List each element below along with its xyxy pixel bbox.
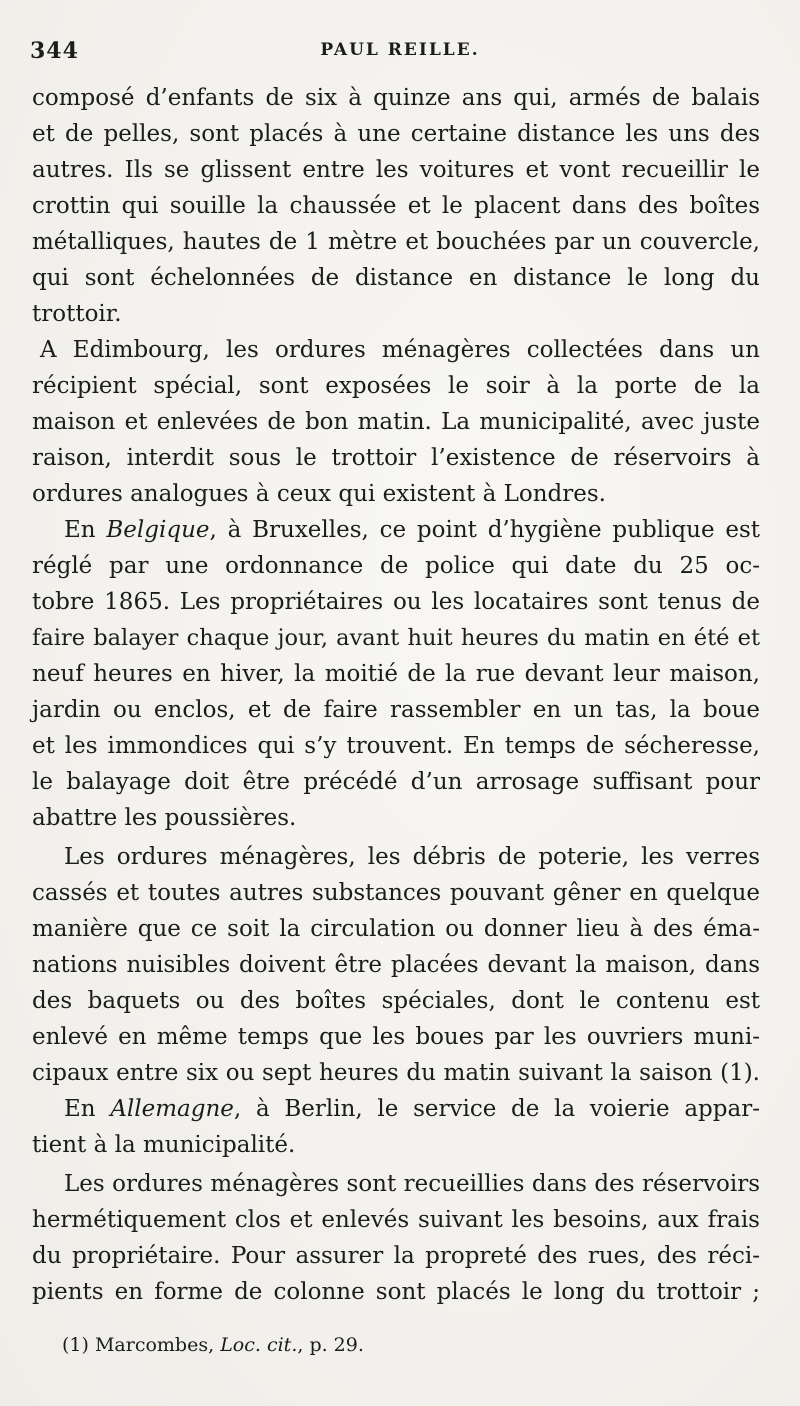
footnote-reference: Loc. cit. (220, 1334, 298, 1356)
italic-country-name: Allemagne (110, 1096, 234, 1122)
text-line: cipaux entre six ou sept heures du matin suivant la saison (1). (32, 1060, 760, 1086)
text-line: maison et enlevées de bon matin. La municipalité, avec juste (32, 409, 760, 435)
footnote-marker: (1) (62, 1334, 89, 1356)
text-line: A Edimbourg, les ordures ménagères collectées dans un (40, 337, 760, 363)
text-line: tient à la municipalité. (32, 1132, 296, 1158)
text-line (32, 512, 760, 548)
text-line: trottoir. (32, 301, 122, 327)
running-head: PAUL REILLE. (320, 40, 480, 60)
footnote-page: , p. 29. (297, 1334, 364, 1356)
line-segment: En (64, 1096, 111, 1122)
text-line: hermétiquement clos et enlevés suivant les besoins, aux frais (32, 1207, 760, 1233)
text-line: manière que ce soit la circulation ou donner lieu à des éma- (32, 916, 760, 942)
text-line: jardin ou enclos, et de faire rassembler en un tas, la boue (32, 697, 760, 723)
footnote (62, 1332, 364, 1358)
italic-country-name: Belgique (106, 517, 210, 543)
text-line: crottin qui souille la chaussée et le placent dans des boîtes (32, 193, 760, 219)
text-line: cassés et toutes autres substances pouvant gêner en quelque (32, 880, 760, 906)
text-line: nations nuisibles doivent être placées devant la maison, dans (32, 952, 760, 978)
text-line: faire balayer chaque jour, avant huit heures du matin en été et (32, 625, 760, 651)
text-line: Les ordures ménagères, les débris de poterie, les verres (64, 844, 760, 870)
text-line: pients en forme de colonne sont placés le long du trottoir ; (32, 1279, 760, 1305)
line-segment: , à Berlin, le service de la voierie appar- (233, 1096, 760, 1122)
footnote-author: Marcombes, (94, 1334, 215, 1356)
text-line: et les immondices qui s’y trouvent. En temps de sécheresse, (32, 733, 760, 759)
text-line: réglé par une ordonnance de police qui date du 25 oc- (32, 553, 760, 579)
text-line: récipient spécial, sont exposées le soir à la porte de la (32, 373, 760, 399)
text-line (32, 1091, 760, 1127)
body-text (32, 80, 760, 1310)
text-line: métalliques, hautes de 1 mètre et bouchées par un couvercle, (32, 229, 760, 255)
text-line: qui sont échelonnées de distance en distance le long du (32, 265, 760, 291)
text-line: des baquets ou des boîtes spéciales, dont le contenu est (32, 988, 760, 1014)
text-line: neuf heures en hiver, la moitié de la rue devant leur maison, (32, 661, 760, 687)
text-line: autres. Ils se glissent entre les voitures et vont recueillir le (32, 157, 760, 183)
text-line: composé d’enfants de six à quinze ans qui, armés de balais (32, 85, 760, 111)
line-segment: En (64, 517, 107, 543)
text-line: enlevé en même temps que les boues par les ouvriers muni- (32, 1024, 760, 1050)
page-number: 344 (30, 38, 79, 64)
text-line: le balayage doit être précédé d’un arrosage suffisant pour (32, 769, 760, 795)
text-line: raison, interdit sous le trottoir l’existence de réservoirs à (32, 445, 760, 471)
page-header (30, 38, 770, 74)
text-line: ordures analogues à ceux qui existent à Londres. (32, 481, 606, 507)
text-line: tobre 1865. Les propriétaires ou les locataires sont tenus de (32, 589, 760, 615)
text-line: du propriétaire. Pour assurer la propreté des rues, des réci- (32, 1243, 760, 1269)
text-line: et de pelles, sont placés à une certaine distance les uns des (32, 121, 760, 147)
text-line: abattre les poussières. (32, 805, 297, 831)
line-segment: , à Bruxelles, ce point d’hygiène publique est (209, 517, 761, 543)
text-line: Les ordures ménagères sont recueillies dans des réservoirs (64, 1171, 760, 1197)
